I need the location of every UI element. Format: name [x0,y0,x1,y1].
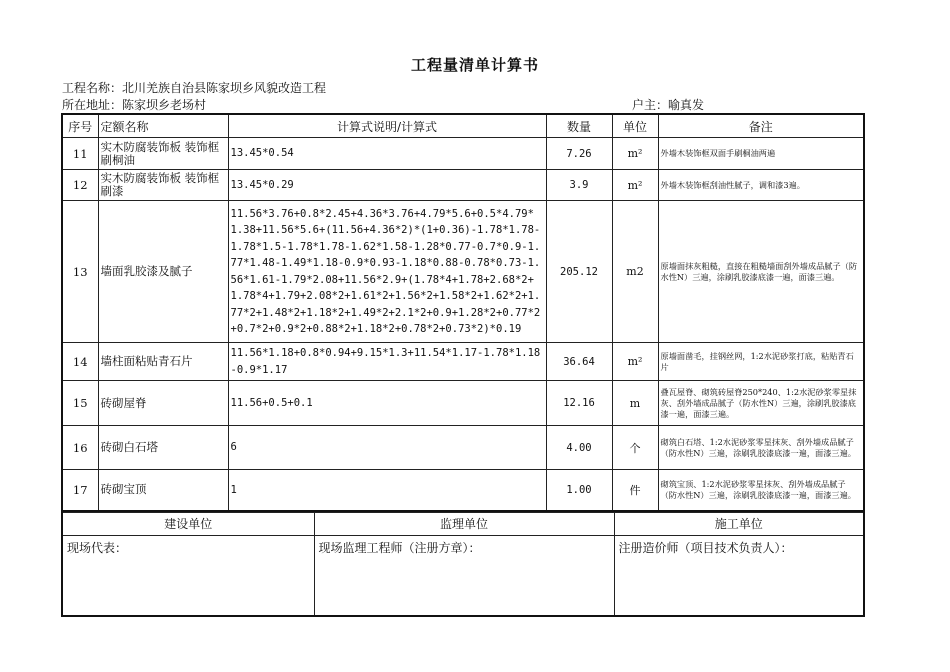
header-qty: 数量 [546,114,612,138]
row-note: 原墙面抹灰粗糙，直接在粗糙墙面刮外墙成品腻子（防水性N）三遍，涂刷乳胶漆底漆一遍，面漆三遍。 [658,201,864,343]
row-no: 13 [62,201,98,343]
builder-rep-field: 现场代表： [62,535,314,616]
row-name: 墙柱面粘贴青石片 [98,343,228,381]
row-no: 15 [62,381,98,426]
signature-header-row [62,512,864,535]
header-no: 序号 [62,114,98,138]
owner-value: 喻真发 [668,98,705,112]
row-no: 14 [62,343,98,381]
row-name: 砖砌宝顶 [98,470,228,511]
row-qty: 4.00 [546,426,612,470]
row-qty: 205.12 [546,201,612,343]
row-qty: 12.16 [546,381,612,426]
row-formula: 6 [228,426,546,470]
row-note: 砌筑白石塔、1:2水泥砂浆零星抹灰、刮外墙成品腻子（防水性N）三遍，涂刷乳胶漆底漆一遍，面漆三遍。 [658,426,864,470]
row-name: 砖砌屋脊 [98,381,228,426]
row-unit: m [612,381,658,426]
quantity-table [61,113,865,512]
contractor-unit-label: 施工单位 [614,512,864,535]
row-unit: m² [612,138,658,170]
row-formula: 1 [228,470,546,511]
owner-line [632,96,704,113]
supervisor-unit-label: 监理单位 [314,512,614,535]
row-qty: 7.26 [546,138,612,170]
row-qty: 3.9 [546,170,612,201]
table-row [62,470,864,511]
row-formula: 11.56*3.76+0.8*2.45+4.36*3.76+4.79*5.6+0.5*4.79*1.38+11.56*5.6+(11.56+4.36*2)*(1+0.36)-1.78*1.78-1.78*1.5-1.78*1.78-1.62*1.58-1.28*0.77-0.7*0.9-1.77*1.48-1.49*1.18-0.9*0.93-1.18*0.88-0.78*0.73-1.56*1.61-1.79*2.08+11.56*2.9+(1.78*4+1.78+2.68*2+1.78*4+1.79+2.08*2+1.61*2+1.56*2+1.58*2+1.62*2+1.77*2+1.48*2+1.18*2+1.49*2+2.1*2+0.9+1.28*2+0.77*2+0.7*2+0.9*2+0.88*2+1.18*2+0.78*2+0.73*2)*0.19 [228,201,546,343]
project-name-label: 工程名称： [62,81,123,95]
row-note: 外墙木装饰框双面手刷桐油两遍 [658,138,864,170]
row-no: 17 [62,470,98,511]
signature-table [61,512,865,617]
row-note: 外墙木装饰框刮油性腻子，调和漆3遍。 [658,170,864,201]
table-row [62,138,864,170]
builder-unit-label: 建设单位 [62,512,314,535]
table-row [62,201,864,343]
row-note: 原墙面凿毛，挂钢丝网，1:2水泥砂浆打底，粘贴青石片 [658,343,864,381]
header-note: 备注 [658,114,864,138]
table-row [62,343,864,381]
row-no: 12 [62,170,98,201]
row-no: 11 [62,138,98,170]
row-no: 16 [62,426,98,470]
row-unit: m2 [612,201,658,343]
row-unit: 个 [612,426,658,470]
signature-body-row [62,535,864,616]
row-name: 墙面乳胶漆及腻子 [98,201,228,343]
header-formula: 计算式说明/计算式 [228,114,546,138]
table-header-row [62,114,864,138]
row-formula: 11.56+0.5+0.1 [228,381,546,426]
row-qty: 1.00 [546,470,612,511]
quantity-sheet [61,113,863,617]
contractor-rep-field: 注册造价师（项目技术负责人）： [614,535,864,616]
row-unit: 件 [612,470,658,511]
row-note: 叠瓦屋脊、砌筑砖屋脊250*240、1:2水泥砂浆零星抹灰、刮外墙成品腻子（防水性N）三遍，涂刷乳胶漆底漆一遍，面漆三遍。 [658,381,864,426]
project-address-label: 所在地址： [62,98,123,112]
supervisor-rep-field: 现场监理工程师（注册方章）： [314,535,614,616]
header-name: 定额名称 [98,114,228,138]
project-name-value: 北川羌族自治县陈家坝乡风貌改造工程 [122,81,327,95]
row-unit: m² [612,343,658,381]
row-unit: m² [612,170,658,201]
project-address-value: 陈家坝乡老场村 [122,98,207,112]
project-address-line [62,96,206,113]
row-name: 实木防腐装饰板 装饰框刷漆 [98,170,228,201]
row-qty: 36.64 [546,343,612,381]
table-row [62,170,864,201]
row-name: 砖砌白石塔 [98,426,228,470]
table-row [62,426,864,470]
row-name: 实木防腐装饰板 装饰框刷桐油 [98,138,228,170]
owner-label: 户主： [632,98,669,112]
row-formula: 13.45*0.29 [228,170,546,201]
project-name-line [62,79,326,96]
row-formula: 11.56*1.18+0.8*0.94+9.15*1.3+11.54*1.17-1.78*1.18-0.9*1.17 [228,343,546,381]
page-title: 工程量清单计算书 [410,56,539,74]
row-note: 砌筑宝顶、1:2水泥砂浆零星抹灰、刮外墙成品腻子（防水性N）三遍，涂刷乳胶漆底漆一遍，面漆三遍。 [658,470,864,511]
header-unit: 单位 [612,114,658,138]
table-row [62,381,864,426]
row-formula: 13.45*0.54 [228,138,546,170]
